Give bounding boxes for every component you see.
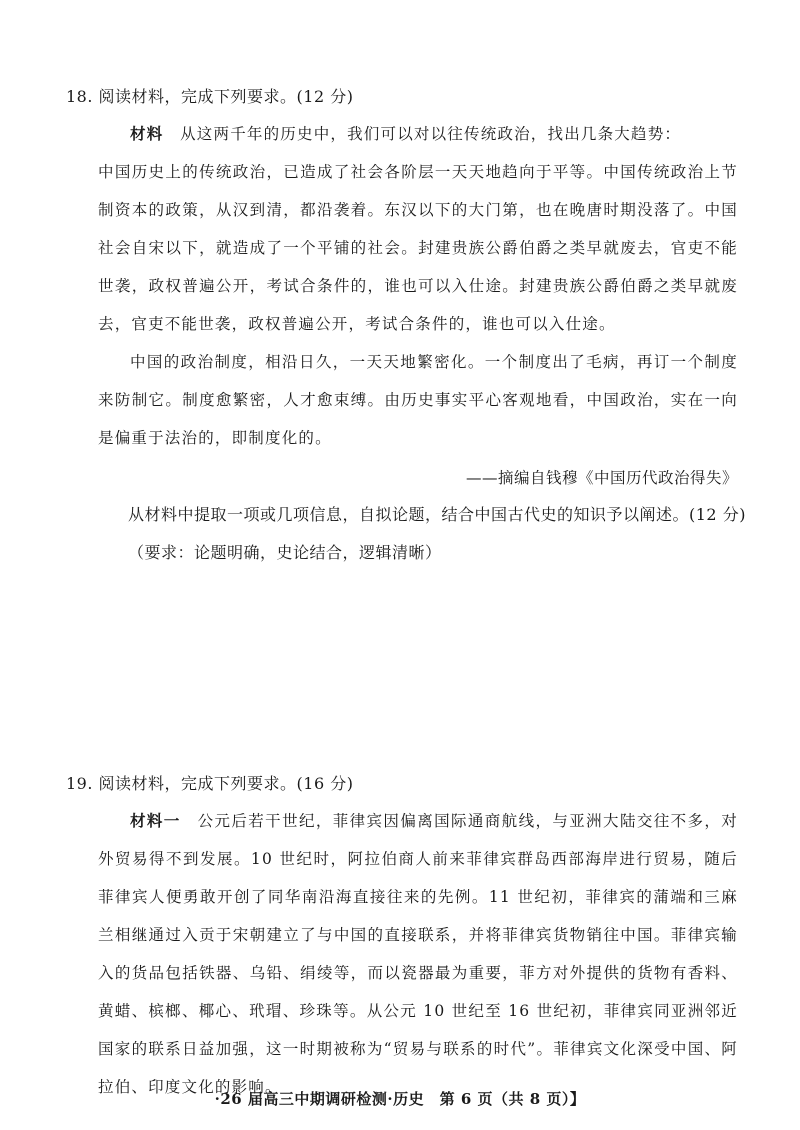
q18-paragraph-2: 中国的政治制度，相沿日久，一天天地繁密化。一个制度出了毛病，再订一个制度来防制它。制度愈繁密，人才愈束缚。由历史事实平心客观地看，中国政治，实在一向是偏重于法治的，即制度化的。 [98, 353, 738, 447]
question-18-title: 18. 阅读材料，完成下列要求。(12 分) [66, 87, 354, 106]
page-footer: ·26 届高三中期调研检测·历史 第 6 页（共 8 页）】 [214, 1090, 586, 1108]
q18-material-intro [98, 115, 738, 153]
q19-material-1 [98, 802, 738, 1106]
q18-task: 从材料中提取一项或几项信息，自拟论题，结合中国古代史的知识予以阐述。(12 分) [128, 505, 746, 524]
q19-material-1-text: 公元后若干世纪，菲律宾因偏离国际通商航线，与亚洲大陆交往不多，对外贸易得不到发展。10 世纪时，阿拉伯商人前来菲律宾群岛西部海岸进行贸易，随后菲律宾人便勇敢开创了同华南沿海直接往来的先例。11 世纪初，菲律宾的蒲端和三麻兰相继通过入贡于宋朝建立了与中国的直接联系，并将菲律宾货物销往中国。菲律宾输入的货品包括铁器、乌铅、绢绫等，而以瓷器最为重要，菲方对外提供的货物有香料、黄蜡、槟榔、椰心、玳瑁、珍珠等。从公元 10 世纪至 16 世纪初，菲律宾同亚洲邻近国家的联系日益加强，这一时期被称为“贸易与联系的时代”。菲律宾文化深受中国、阿拉伯、印度文化的影响。 [98, 812, 739, 1096]
q18-requirement: （要求：论题明确，史论结合，逻辑清晰） [128, 543, 442, 562]
q18-material-label: 材料 [130, 124, 164, 143]
q18-source-citation: ——摘编自钱穆《中国历代政治得失》 [465, 469, 738, 487]
q19-material-1-label: 材料一 [130, 811, 181, 830]
q18-material-intro-text: 从这两千年的历史中，我们可以对以往传统政治，找出几条大趋势： [180, 125, 682, 143]
q18-paragraph-1: 中国历史上的传统政治，已造成了社会各阶层一天天地趋向于平等。中国传统政治上节制资本的政策，从汉到清，都沿袭着。东汉以下的大门第，也在晚唐时期没落了。中国社会自宋以下，就造成了一个平铺的社会。封建贵族公爵伯爵之类早就废去，官吏不能世袭，政权普遍公开，考试合条件的，谁也可以入仕途。封建贵族公爵伯爵之类早就废去，官吏不能世袭，政权普遍公开，考试合条件的，谁也可以入仕途。 [98, 163, 738, 333]
question-19-title: 19. 阅读材料，完成下列要求。(16 分) [66, 774, 354, 793]
